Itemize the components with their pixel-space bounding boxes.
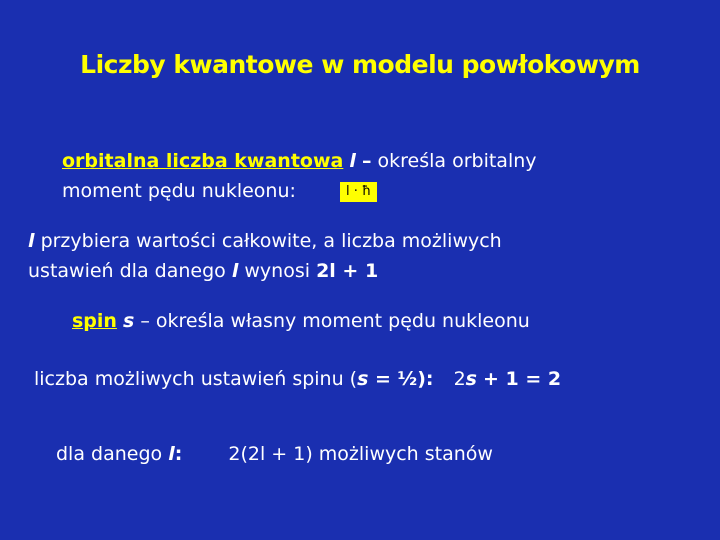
states-symbol: l — [168, 443, 175, 465]
values-text-b: ustawień dla danego — [28, 260, 226, 282]
spin-count-text: liczba możliwych ustawień spinu ( — [34, 368, 358, 390]
values-text-a: przybiera wartości całkowite, a liczba możliwych — [40, 230, 502, 252]
states-colon: : — [174, 443, 183, 465]
spin-line — [72, 310, 530, 332]
spin-term: spin — [72, 310, 117, 332]
orbital-line-2 — [62, 180, 377, 202]
orbital-term: orbitalna liczba kwantowa — [62, 150, 344, 172]
values-symbol: l — [28, 230, 35, 252]
values-expr: 2l + 1 — [316, 260, 379, 282]
values-text-c: wynosi — [244, 260, 311, 282]
orbital-formula: l · ħ — [340, 182, 377, 202]
spin-count-symbol: s — [357, 368, 369, 390]
states-line — [56, 443, 493, 465]
orbital-symbol: l — [349, 150, 356, 172]
orbital-text-b: moment pędu nukleonu: — [62, 180, 296, 202]
values-symbol-2: l — [231, 260, 239, 282]
slide-title: Liczby kwantowe w modelu powłokowym — [80, 50, 640, 79]
spin-text: – określa własny moment pędu nukleonu — [140, 310, 530, 332]
values-line-1 — [28, 230, 502, 252]
values-line-2 — [28, 260, 378, 282]
spin-count-expr-b: + 1 = 2 — [483, 368, 562, 390]
spin-count-expr-s: s — [465, 368, 477, 390]
spin-symbol: s — [123, 310, 135, 332]
spin-count-line — [34, 368, 561, 390]
orbital-dash: – — [361, 150, 372, 172]
spin-count-expr-a: 2 — [453, 368, 466, 390]
orbital-text-a: określa orbitalny — [377, 150, 537, 172]
states-expr: 2(2l + 1) możliwych stanów — [228, 443, 493, 465]
states-text: dla danego — [56, 443, 163, 465]
orbital-line-1 — [62, 150, 537, 172]
spin-count-eq: = ½): — [368, 368, 434, 390]
